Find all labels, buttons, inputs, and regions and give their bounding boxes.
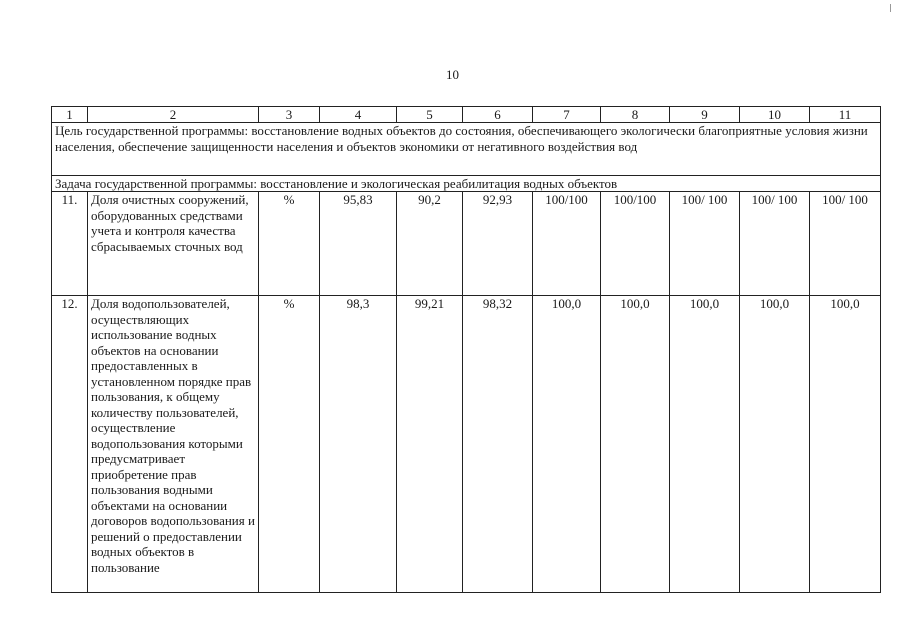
header-cell: 7 [533, 107, 601, 123]
page-number: 10 [446, 67, 459, 82]
indicator-name: Доля очистных сооружений, оборудованных средствами учета и контроля качества сбрасываемых сточных вод [88, 192, 259, 296]
header-cell: 9 [670, 107, 740, 123]
indicator-name: Доля водопользователей, осуществляющих использование водных объектов на основании предоставленных в установленном порядке прав пользования, к общему количеству пользователей, осуществление водопользования которыми предусматривает приобретение прав пользования водными объектами на основании договоров водопользования и решений о предоставлении водных объектов в пользование [88, 296, 259, 593]
header-cell: 5 [397, 107, 463, 123]
value-cell: 100/ 100 [740, 192, 810, 296]
header-cell: 8 [601, 107, 670, 123]
goal-text: Цель государственной программы: восстановление водных объектов до состояния, обеспечивающего экологически благоприятные условия жизни населения, обеспечение защищенности населения и объектов экономики от негативного воздействия вод [52, 123, 881, 176]
header-cell: 1 [52, 107, 88, 123]
header-cell: 2 [88, 107, 259, 123]
scan-mark [890, 4, 891, 12]
value-cell: 100,0 [670, 296, 740, 593]
value-cell: 98,32 [463, 296, 533, 593]
indicators-table [51, 106, 881, 593]
value-cell: 99,21 [397, 296, 463, 593]
table-row [52, 296, 881, 593]
value-cell: 98,3 [320, 296, 397, 593]
row-number: 12. [52, 296, 88, 593]
row-number: 11. [52, 192, 88, 296]
task-text: Задача государственной программы: восстановление и экологическая реабилитация водных объектов [52, 176, 881, 192]
value-cell: 95,83 [320, 192, 397, 296]
value-cell: 100/100 [601, 192, 670, 296]
header-cell: 11 [810, 107, 881, 123]
header-row [52, 107, 881, 123]
unit-cell: % [259, 192, 320, 296]
header-cell: 3 [259, 107, 320, 123]
value-cell: 100/100 [533, 192, 601, 296]
goal-row [52, 123, 881, 176]
value-cell: 100/ 100 [670, 192, 740, 296]
value-cell: 100,0 [601, 296, 670, 593]
value-cell: 92,93 [463, 192, 533, 296]
task-row [52, 176, 881, 192]
value-cell: 100,0 [533, 296, 601, 593]
value-cell: 100,0 [810, 296, 881, 593]
header-cell: 10 [740, 107, 810, 123]
header-cell: 4 [320, 107, 397, 123]
unit-cell: % [259, 296, 320, 593]
value-cell: 90,2 [397, 192, 463, 296]
value-cell: 100,0 [740, 296, 810, 593]
table-row [52, 192, 881, 296]
value-cell: 100/ 100 [810, 192, 881, 296]
header-cell: 6 [463, 107, 533, 123]
